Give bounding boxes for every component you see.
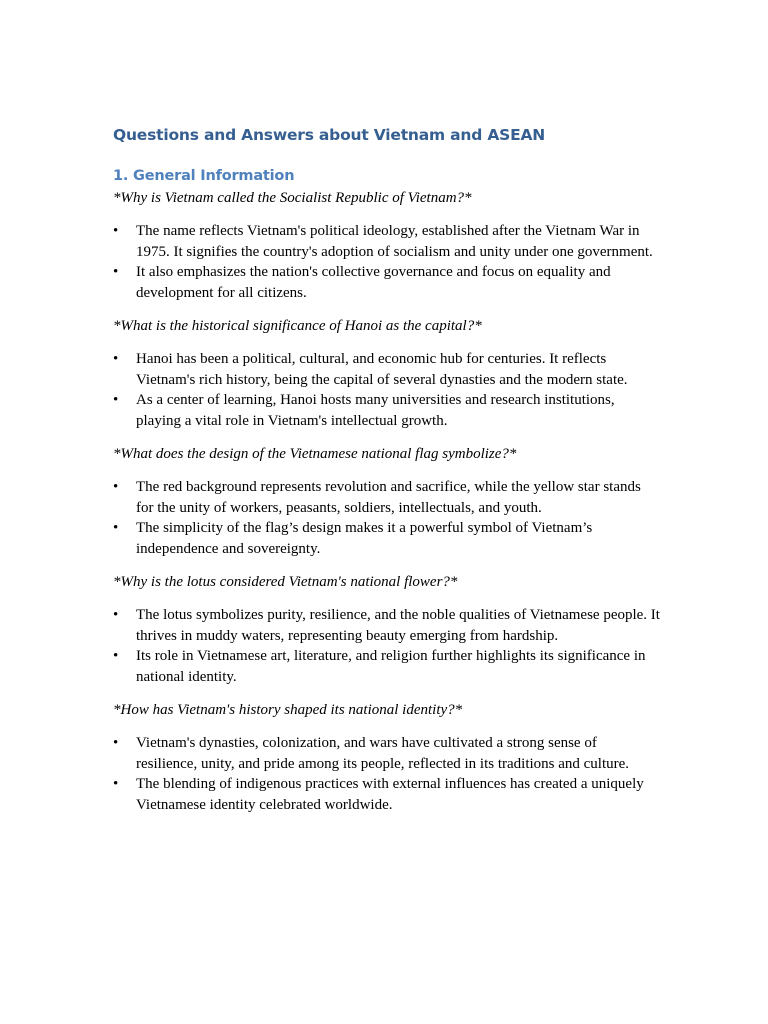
answer-list (113, 349, 661, 431)
question-text: *Why is Vietnam called the Socialist Republic of Vietnam?* (113, 190, 472, 206)
answer-list (113, 477, 661, 559)
qa-item (113, 188, 661, 303)
answer-list-item (113, 605, 661, 646)
question-text: *What is the historical significance of Hanoi as the capital?* (113, 318, 482, 334)
qa-list (113, 188, 661, 815)
answer-list-item (113, 646, 661, 687)
qa-item (113, 572, 661, 687)
answer-list-item (113, 262, 661, 303)
document-title: Questions and Answers about Vietnam and ASEAN (113, 126, 546, 144)
answer-list-item (113, 477, 661, 518)
answer-text: As a center of learning, Hanoi hosts many universities and research institutions, playing a vital role in Vietnam's intellectual growth. (136, 392, 615, 429)
answer-list-item (113, 518, 661, 559)
bullet-icon: • (113, 479, 119, 495)
answer-list (113, 605, 661, 687)
answer-text: Its role in Vietnamese art, literature, and religion further highlights its significance in national identity. (136, 648, 646, 685)
answer-list-item (113, 733, 661, 774)
answer-text: Vietnam's dynasties, colonization, and wars have cultivated a strong sense of resilience, unity, and pride among its people, reflected in its traditions and culture. (136, 735, 630, 772)
answer-list-item (113, 349, 661, 390)
bullet-icon: • (113, 264, 119, 280)
answer-text: The name reflects Vietnam's political ideology, established after the Vietnam War in 1975. It signifies the country's adoption of socialism and unity under one government. (136, 223, 653, 260)
document-page (113, 122, 661, 828)
answer-list-item (113, 774, 661, 815)
bullet-icon: • (113, 776, 119, 792)
bullet-icon: • (113, 351, 119, 367)
bullet-icon: • (113, 648, 119, 664)
question-text: *Why is the lotus considered Vietnam's national flower?* (113, 574, 458, 590)
question-text: *How has Vietnam's history shaped its national identity?* (113, 702, 463, 718)
qa-item (113, 700, 661, 815)
answer-list (113, 221, 661, 303)
question-text: *What does the design of the Vietnamese national flag symbolize?* (113, 446, 517, 462)
answer-text: It also emphasizes the nation's collective governance and focus on equality and development for all citizens. (136, 264, 611, 301)
answer-text: Hanoi has been a political, cultural, and economic hub for centuries. It reflects Vietnam's rich history, being the capital of several dynasties and the modern state. (136, 351, 628, 388)
answer-list-item (113, 390, 661, 431)
bullet-icon: • (113, 735, 119, 751)
section-heading: 1. General Information (113, 168, 295, 184)
qa-item (113, 444, 661, 559)
bullet-icon: • (113, 520, 119, 536)
answer-list-item (113, 221, 661, 262)
answer-text: The blending of indigenous practices with external influences has created a uniquely Vietnamese identity celebrated worldwide. (136, 776, 644, 813)
answer-text: The simplicity of the flag’s design makes it a powerful symbol of Vietnam’s independence and sovereignty. (136, 520, 593, 557)
answer-text: The lotus symbolizes purity, resilience, and the noble qualities of Vietnamese people. It thrives in muddy waters, representing beauty emerging from hardship. (136, 607, 660, 644)
bullet-icon: • (113, 392, 119, 408)
bullet-icon: • (113, 607, 119, 623)
bullet-icon: • (113, 223, 119, 239)
answer-text: The red background represents revolution and sacrifice, while the yellow star stands for the unity of workers, peasants, soldiers, intellectuals, and youth. (136, 479, 641, 516)
qa-item (113, 316, 661, 431)
answer-list (113, 733, 661, 815)
